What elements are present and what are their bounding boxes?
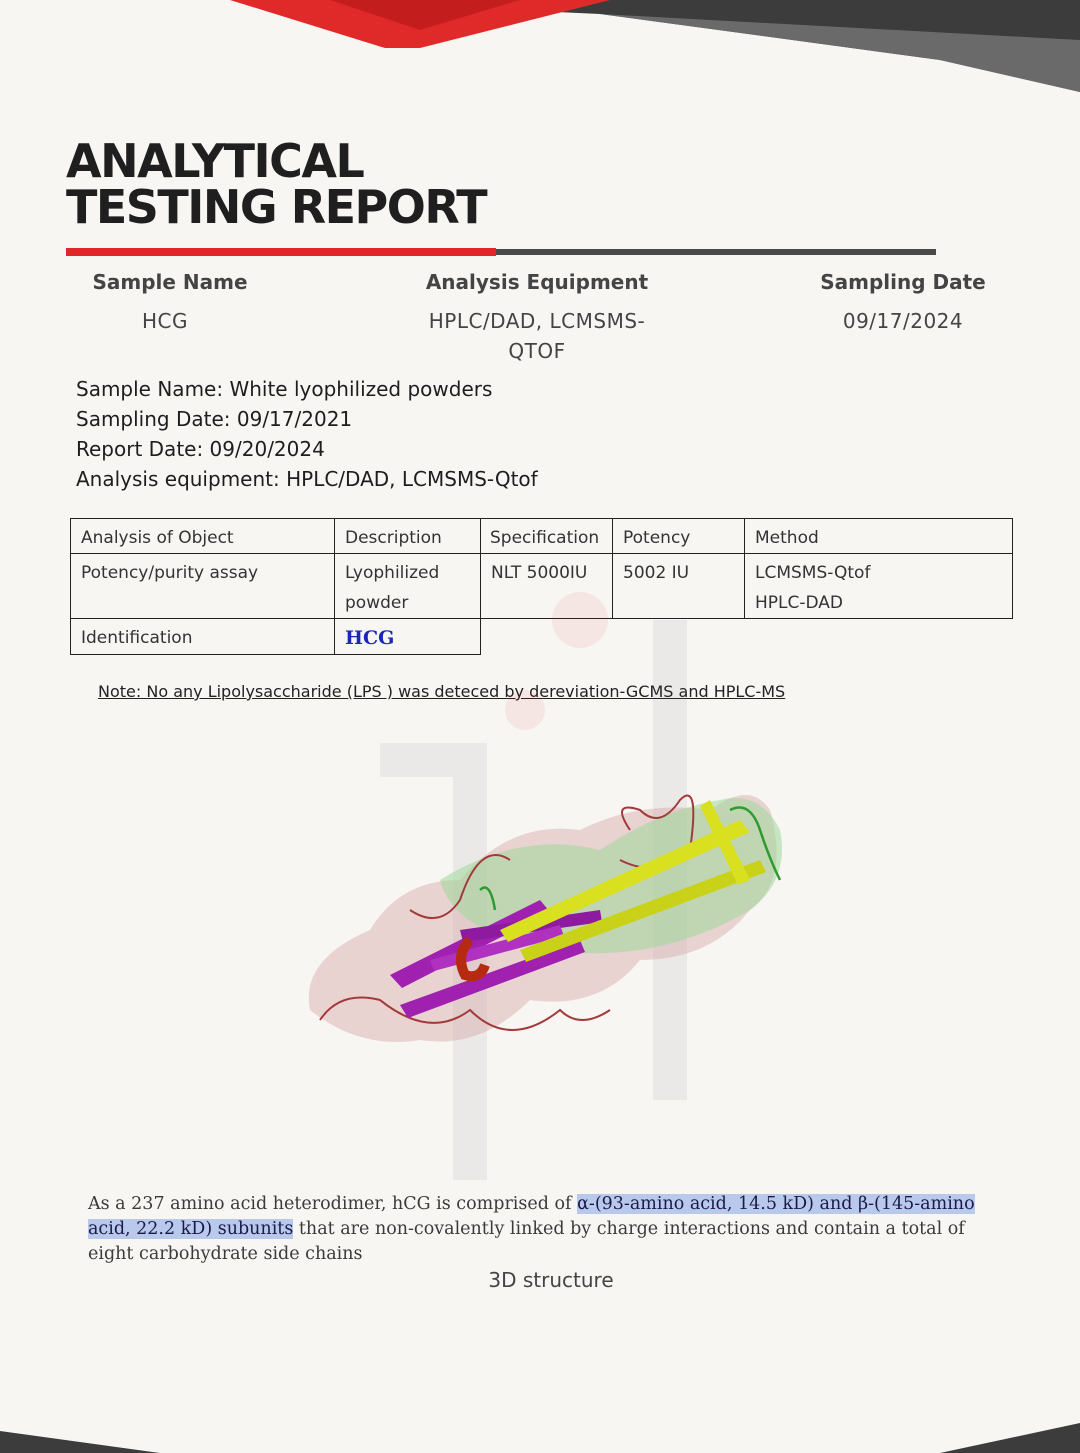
cell-text: HPLC-DAD xyxy=(755,593,844,613)
detail-analysis-equipment: Analysis equipment: HPLC/DAD, LCMSMS-Qtof xyxy=(76,467,538,491)
equipment-value-line-2: QTOF xyxy=(508,339,566,363)
detail-sample-name: Sample Name: White lyophilized powders xyxy=(76,377,493,401)
cell-text: powder xyxy=(345,593,409,613)
header-method: Method xyxy=(745,519,1013,554)
lps-note: Note: No any Lipolysaccharide (LPS ) was deteced by dereviation-GCMS and HPLC-MS xyxy=(98,682,786,701)
details-block xyxy=(76,374,538,494)
header-specification: Specification xyxy=(481,519,613,554)
summary-equipment xyxy=(400,270,674,366)
cell-text: Potency/purity assay xyxy=(81,563,259,583)
footer-decoration xyxy=(0,1413,1080,1453)
equipment-value-line-1: HPLC/DAD, LCMSMS- xyxy=(428,309,646,333)
equipment-label: Analysis Equipment xyxy=(425,270,649,294)
title-rule-red xyxy=(66,248,496,256)
description-highlight: α-(93-amino acid, 14.5 kD) and β-(145-amino acid, 22.2 kD) subunits xyxy=(88,1194,975,1239)
description-text: that are non-covalently linked by charge interactions and contain a total of eight carbohydrate side chains xyxy=(88,1219,965,1264)
equipment-value xyxy=(400,306,674,366)
detail-sampling-date: Sampling Date: 09/17/2021 xyxy=(76,407,353,431)
table-header-row xyxy=(71,519,1013,554)
detail-report-date: Report Date: 09/20/2024 xyxy=(76,437,325,461)
header-decoration xyxy=(0,0,1080,100)
sample-name-label: Sample Name xyxy=(92,270,248,294)
figure-caption: 3D structure xyxy=(488,1268,614,1292)
protein-3d-structure-image xyxy=(280,580,800,1200)
title-line-1: ANALYTICAL xyxy=(66,134,364,188)
cell-text: LCMSMS-Qtof xyxy=(755,563,871,583)
header-potency: Potency xyxy=(613,519,745,554)
sample-name-value: HCG xyxy=(141,309,188,333)
header-description: Description xyxy=(335,519,481,554)
description-paragraph xyxy=(88,1192,998,1267)
description-text: As a 237 amino acid heterodimer, hCG is comprised of xyxy=(88,1194,578,1214)
summary-sample-name xyxy=(70,270,270,336)
title-rule-dark xyxy=(496,249,936,255)
identification-value: HCG xyxy=(345,627,395,649)
cell-identification: Identification xyxy=(71,619,335,655)
cell-text: Lyophilized xyxy=(345,563,440,583)
report-title xyxy=(66,134,487,234)
sampling-date-label: Sampling Date xyxy=(820,270,986,294)
cell-text: 5002 IU xyxy=(623,563,690,583)
summary-sampling-date xyxy=(803,270,1003,336)
header-analysis-of-object: Analysis of Object xyxy=(71,519,335,554)
sampling-date-value: 09/17/2024 xyxy=(842,309,964,333)
title-line-2: TESTING REPORT xyxy=(66,180,487,234)
cell-text: NLT 5000IU xyxy=(491,563,588,583)
